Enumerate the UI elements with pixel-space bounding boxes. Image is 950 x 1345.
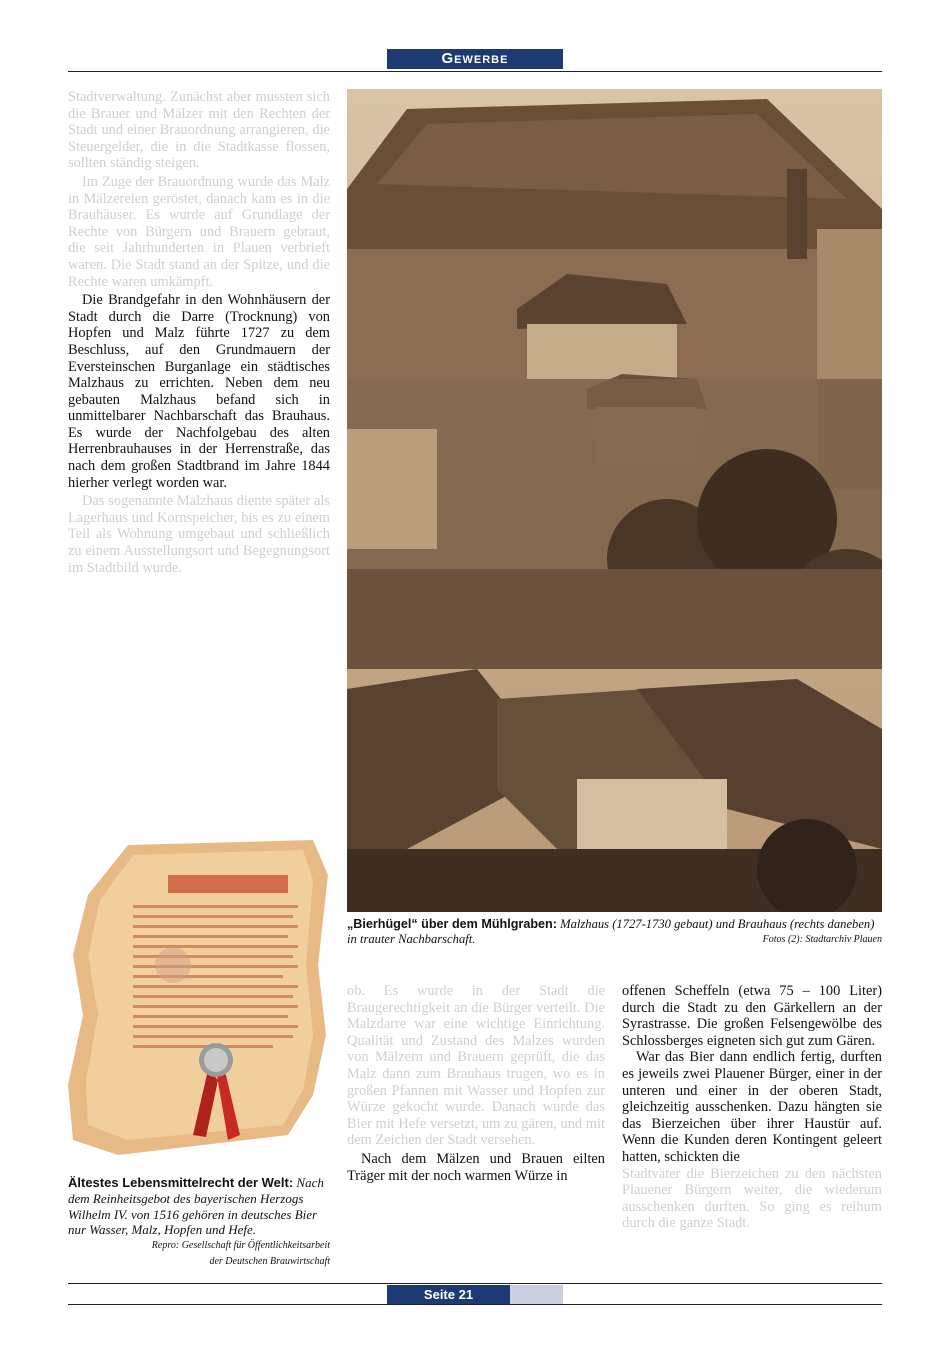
photo-caption-bold: „Bierhügel“ über dem Mühlgraben: <box>347 917 557 931</box>
middle-faint: ob. Es wurde in der Stadt die Braugerechtigkeit an die Bürger verteilt. Die Malzdarre war eine wichtige Einrichtung. Qualität und Zustand des Malzes wurden von Mälzern und Brauern geprüft, die das Malz dann zum Brauhaus trugen, wo es in großen Pfannen mit Wasser und Hopfen zur Würze gekocht wurde. Danach wurde das Bier mit Hefe versetzt, um zu gären, und mit dem Zeichen der Stadt versehen. <box>347 983 605 1149</box>
parchment-illustration <box>58 835 333 1170</box>
photo-credit: Fotos (2): Stadtarchiv Plauen <box>762 934 882 945</box>
document-caption <box>68 1175 330 1270</box>
footer-rule-top <box>68 1283 882 1284</box>
left-paragraph-brandgefahr: Die Brandgefahr in den Wohnhäusern der Stadt durch die Darre (Trocknung) von Hopfen und Malz führte 1727 zu dem Beschluss, auf den Grundmauern der Eversteinschen Burganlage ein städtisches Malzhaus zu errichten. Neben dem neu gebauten Malzhaus befand sich in unmittelbarer Nachbarschaft das Brauhaus. Es wurde der Nachfolgebau des alten Herrenbrauhauses in der Herrenstraße, das nach dem großen Stadtbrand im Jahre 1844 hierher verlegt worden war. <box>68 292 330 491</box>
section-header-tab: Gewerbe <box>387 49 563 69</box>
left-faint-top: Stadtverwaltung. Zunächst aber mussten sich die Brauer und Mälzer mit den Rechten der Stadt und einer Brauordnung arrangieren, die Steuergelder, die in die Stadtkasse flossen, sollten ständig steigen. <box>68 89 330 172</box>
right-paragraph-bierzeichen: War das Bier dann endlich fertig, durften es jeweils zwei Plauener Bürger, einer in der unteren und einer in der oberen Stadt, gleichzeitig ausschenken. Dazu hängten sie das Bierzeichen über ihrer Haustür auf. Wenn die Kunden deren Kontingent geleert hatten, schickten die <box>622 1049 882 1165</box>
left-faint-bottom: Das sogenannte Malzhaus diente später als Lagerhaus und Kornspeicher, bis es zu einem Teil als Wohnung umgebaut und schließlich zu einem Ausstellungsort und Begegnungsort im Stadtbild wurde. <box>68 493 330 576</box>
right-faint: Stadtväter die Bierzeichen zu den nächsten Plauener Bürgern weiter, die wiederum ausschenken durften. So ging es reihum durch die ganze Stadt. <box>622 1165 882 1232</box>
middle-column <box>347 983 605 1184</box>
photo-caption <box>347 917 882 947</box>
bierhuegel-photo <box>347 89 882 912</box>
photo-illustration <box>347 89 882 912</box>
document-credit-1: Repro: Gesellschaft für Öffentlichkeitsarbeit <box>151 1240 330 1252</box>
reinheitsgebot-document-image <box>58 835 333 1170</box>
document-caption-bold: Ältestes Lebensmittelrecht der Welt: <box>68 1175 294 1190</box>
header-rule <box>68 71 882 72</box>
document-credit-2: der Deutschen Brauwirtschaft <box>209 1255 330 1267</box>
page-tab-accent <box>510 1285 563 1304</box>
page-number: Seite 21 <box>387 1285 510 1304</box>
left-column <box>68 89 330 576</box>
right-column <box>622 983 882 1232</box>
middle-paragraph-maelzen: Nach dem Mälzen und Brauen eilten Träger mit der noch warmen Würze in <box>347 1150 605 1184</box>
left-faint-mid: Im Zuge der Brauordnung wurde das Malz in Mälzereien geröstet, danach kam es in die Brauhäuser. Es wurde auf Grundlage der Rechte von Bürgern und Brauern gebraut, die seit Jahrhunderten in Plauen verbrieft waren. Die Stadt stand an der Spitze, und die Rechte waren umkämpft. <box>68 173 330 290</box>
right-paragraph-scheffeln: offenen Scheffeln (etwa 75 – 100 Liter) durch die Stadt zu den Gärkellern an der Syrastrasse. Die großen Felsengewölbe des Schlossberges eigneten sich gut zum Gären. <box>622 983 882 1049</box>
footer-rule-bottom <box>68 1304 882 1305</box>
photo-caption-text: Malzhaus (1727-1730 gebaut) und Brauhaus (rechts daneben) in trauter Nachbarschaft. <box>347 917 875 946</box>
document-caption-text: Nach dem Reinheitsgebot des bayerischen Herzogs Wilhelm IV. von 1516 gehören in deutsches Bier nur Wasser, Malz, Hopfen und Hefe. <box>68 1175 324 1238</box>
